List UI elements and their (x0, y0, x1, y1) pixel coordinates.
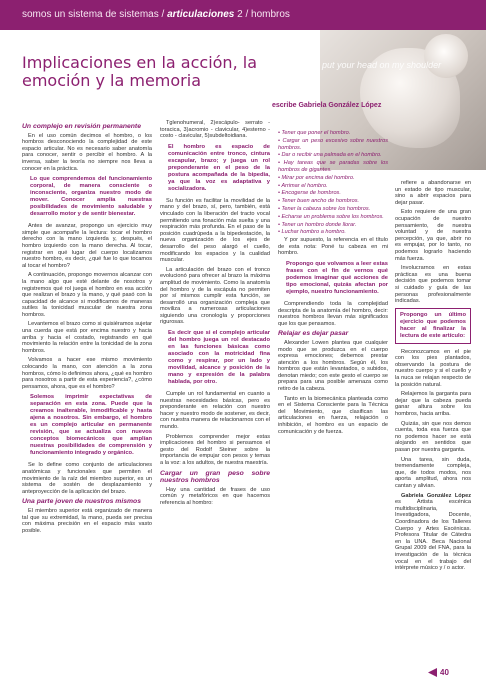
column-1 (22, 120, 152, 537)
sculpture-head (424, 34, 468, 78)
author-bio (395, 493, 471, 572)
paragraph: Problemos comprender mejor estas implicaciones del hombro si pensamos el gesto del Rodolf Steiner sobre la importancia de empujar con pesos y temas a la voz: a los adultos, de nuestra maestría. (160, 433, 270, 466)
paragraph: La articulación del brazo con el tronco evolucionó para ofrecer al brazo la máxima amplitud de movimiento. Como la anatomía del hombro y de la escápula no permiten por sí mismos cumplir esta función, se desarrolló una organización compleja que moviliza a numerosas articulaciones siguiendo una cronología y proporciones rigurosas. (160, 266, 270, 326)
paragraph: Esto requiere de una gran ocupación de nuestro pensamiento, de nuestra voluntad y de nuestra percepción, ya que, abrir no es empujar, por lo tanto, no podemos lograrlo haciendo más fuerza. (395, 209, 471, 262)
list-item: • Arrimar el hombro. (278, 183, 388, 190)
list-item: • Luchar hombro a hombro. (278, 229, 388, 236)
header-category: articulaciones (167, 9, 235, 20)
header-issue: 2 / hombros (237, 9, 290, 20)
list-item: • Tener que poner el hombro. (278, 130, 388, 137)
list-item: • Echarse un problema sobre los hombros. (278, 214, 388, 221)
column-2 (160, 120, 270, 510)
paragraph: Y por supuesto, la referencia en el título de esta nota: Poné tu cabeza en mi hombro. (278, 237, 388, 257)
exercise-box: Propongo un último ejercicio que podemos hacer al finalizar la lectura de este artículo: (395, 308, 471, 344)
paragraph: Levantemos el brazo como si quisiéramos sujetar una cuerda que está por encima nuestro y hacia arriba y hacia el costado, registrando en qué movimiento la relación entre la tonicidad de la zona hombros. (22, 321, 152, 354)
list-item: • Dar o recibir una palmada en el hombro. (278, 152, 388, 159)
section-heading: Cargar un gran peso sobre nuestros hombros (160, 469, 270, 485)
column-3 (278, 130, 388, 438)
pull-quote: Solemos imprimir expectativas de separación en esta zona. Puede que la creamos inalterable, inmodificable y hasta ajena a nosotros. Sin embargo, el hombro es un complejo articular en permanente revisión, que se actualiza con nuevos conceptos biomecánicos que amplían nuestras posibilidades de comprensión y funcionamiento integrado y orgánico. (30, 394, 152, 457)
paragraph: El miembro superior está organizado de manera tal que su extremidad, la mano, pueda ser precisa con máxima precisión en el espacio más vasto posible. (22, 507, 152, 534)
list-item: • Hay tareas que se paradas sobre los hombros de gigantes. (278, 160, 388, 174)
paragraph: A continuación, propongo movernos alcanzar con la mano algo que esté delante de nosotros y registremos qué rol juega el hombro en esa acción que realizan el brazo y la mano, y qué pasó con la capacidad de alcance si modificamos de maneras sutiles la tonicidad muscular de nuestra zona hombros. (22, 272, 152, 318)
paragraph: Alexander Lowen plantea que cualquier modo que se produzca en el cuerpo expresa emociones; debemos prestar atención a los hombros. Según él, los hombros que están levantados, o subidos, denotan miedo; con este gesto el cuerpo se prepara para una posible amenaza como retiro de la cabeza. (278, 339, 388, 393)
paragraph: Involucrarnos en estas prácticas es una buena decisión que podemos tomar si cuidado y guía de las personas profesionalmente indicadas. (395, 265, 471, 305)
paragraph: Volvamos a hacer ese mismo movimiento colocando la mano, con atención a la zona hombros, cómo lo definimos ahora, ¿qué es hombro para nosotros a partir de esta experiencia?, ¿cómo pensamos, ahora, que es el hombro? (22, 357, 152, 390)
paragraph: Tglenohumeral, 2)escápulo- serrato -toracica, 3)acromio - clavicular, 4)esterno - costo - clavicular, 5)subdeltoidiana. (160, 120, 270, 140)
list-item: • Tener la cabeza sobre los hombros. (278, 206, 388, 213)
pull-quote: Lo que comprendemos del funcionamiento corporal, de manera consciente o inconsciente, organiza nuestro modo de mover. Conocer amplía nuestras posibilidades de movimiento saludable y desarrollo motor y de sentir bienestar. (30, 176, 152, 218)
section-heading: Un complejo en revisión permanente (22, 123, 141, 130)
list-item: • Tener un hombro donde llorar. (278, 222, 388, 229)
list-item: • Mirar por encima del hombro. (278, 175, 388, 182)
article-title: Implicaciones en la acción, la emoción y la memoria (22, 53, 257, 90)
column-4 (395, 180, 471, 575)
pull-quote: El hombro es espacio de comunicación entre tronco, cintura escapular, brazo; y juega un rol preponderante en el peso de la postura acompañada de la bipedia, ya que la voz es adaptativa y socializadora. (168, 143, 270, 192)
paragraph: Relajemos la garganta para dejar que la cabeza pueda ganar altura sobre los hombros, hacia arriba. (395, 391, 471, 418)
pull-quote: Propongo que volvamos a leer estas frases con el fin de vernos qué podemos imaginar qué acciones de tipo emocional, quizás afectan por ejemplo, nuestro funcionamiento. (286, 260, 388, 295)
page-marker-icon (428, 668, 437, 677)
paragraph: Tanto en la biomecánica planteada como en el Sistema Consciente para la Técnica del Movimiento, que clasifican las articulaciones en fuerza, relajación o inhibición, el hombro es un espacio de comunicación y de fuerza. (278, 395, 388, 435)
photo-caption: put your head on my shoulder (322, 60, 442, 70)
paragraph: Comprendiendo toda la complejidad descripta de la anatomía del hombro, decir: nuestros hombros llevan más significados que los que pensamos. (278, 300, 388, 327)
paragraph: Quizás, sin que nos demos cuenta, toda esa fuerza que no podemos hacer se está alojando en sentidos que pasan por nuestra garganta. (395, 420, 471, 453)
list-item: • Cargar un peso excesivo sobre nuestros hombros. (278, 138, 388, 152)
section-heading: Una parte joven de nuestros mismos (22, 498, 141, 506)
section-heading: Relajar es dejar pasar (278, 330, 349, 338)
paragraph: Su función es facilitar la movilidad de la mano y del brazo, sí, pero, también, está vinculado con la liberación del tracto vocal permitiendo una fonación más suelta y una respiración más profunda. En el paso de la posición cuadrúpeda a la bipedestación, la nueva organización de los ejes de desarrollo del peso alargó el cuello, modificando los espacios y la cualidad muscular. (160, 197, 270, 264)
paragraph: Antes de avanzar, propongo un ejercicio muy simple que acompañe la lectura: tocar el hombro derecho con la mano izquierda y, después, el hombro izquierdo con la mano derecha. Al tocar, registrar en qué lugar del cuerpo localizamos nuestro hombro, es decir, ¿qué fue lo que tocamos al tocar el hombro? (22, 223, 152, 269)
paragraph: Cumple un rol fundamental en cuanto a nuestras necesidades básicas, pero es preponderante en relación con nuestro hacer y nuestro modo de sostener, es decir, con nuestra manera de relacionarnos con el mundo. (160, 391, 270, 431)
author-name: Gabriela González López (401, 492, 471, 499)
paragraph: Se lo define como conjunto de articulaciones anatómicas y funcionales que permiten el movimiento de la raíz del miembro superior, es un sistema de sostén de desplazamiento y anteproyección de la aplicación del brazo. (22, 462, 152, 495)
running-header (22, 9, 290, 20)
phrase-list (278, 130, 388, 236)
paragraph: Una tarea, sin duda, tremendamente compleja, que, de todos modos, nos aporta amplitud, ahora nos cantan y alivian. (395, 456, 471, 489)
paragraph: refiere a abandonarse en un estado de tipo muscular, sino a abrir espacios para dejar pasar. (395, 180, 471, 206)
page-number: 40 (440, 668, 449, 677)
paragraph: Hay una cantidad de frases de uso común y metafóricos en que hacemos referencia al hombro: (160, 486, 270, 506)
author-bio-text: es Artista escénica multidisciplinaria, Investigadora, Docente, Coordinadora de los Talleres Cuerpo y Artes Escénicas. Profesora Titular de Cátedra en la UNA. Beca Nacional Grupal 2009 del FNA, para la investigación de la técnica vocal en el trabajo del intérprete músico y / o actor. (395, 499, 471, 572)
header-section: somos un sistema de sistemas / (22, 9, 165, 20)
paragraph: En el uso común decimos el hombro, o los hombros desconociendo la complejidad de este espacio articular. No es necesario saber anatomía para conocer, sentir o percibir el hombro. A la inversa, saber la teoría no siempre nos lleva a conocer en la práctica. (22, 132, 152, 172)
list-item: • Tener buen ancho de hombros. (278, 198, 388, 205)
paragraph: Reconozcamos en el pie con los pies plantados, observando la postura de nuestro cuerpo y si el cuello y la nuca se relajan respecto de la posición natural. (395, 348, 471, 388)
pull-quote: Es decir que si el complejo articular del hombro juega un rol destacado en las funciones básicas como asociado con la motricidad fina como y respirar, por un lado y movilidad, alcance y posición de la mano y expresión de la palabra hablada, por otro. (168, 330, 270, 386)
byline: escribe Gabriela González López (272, 102, 382, 109)
list-item: • Encogerse de hombros. (278, 190, 388, 197)
